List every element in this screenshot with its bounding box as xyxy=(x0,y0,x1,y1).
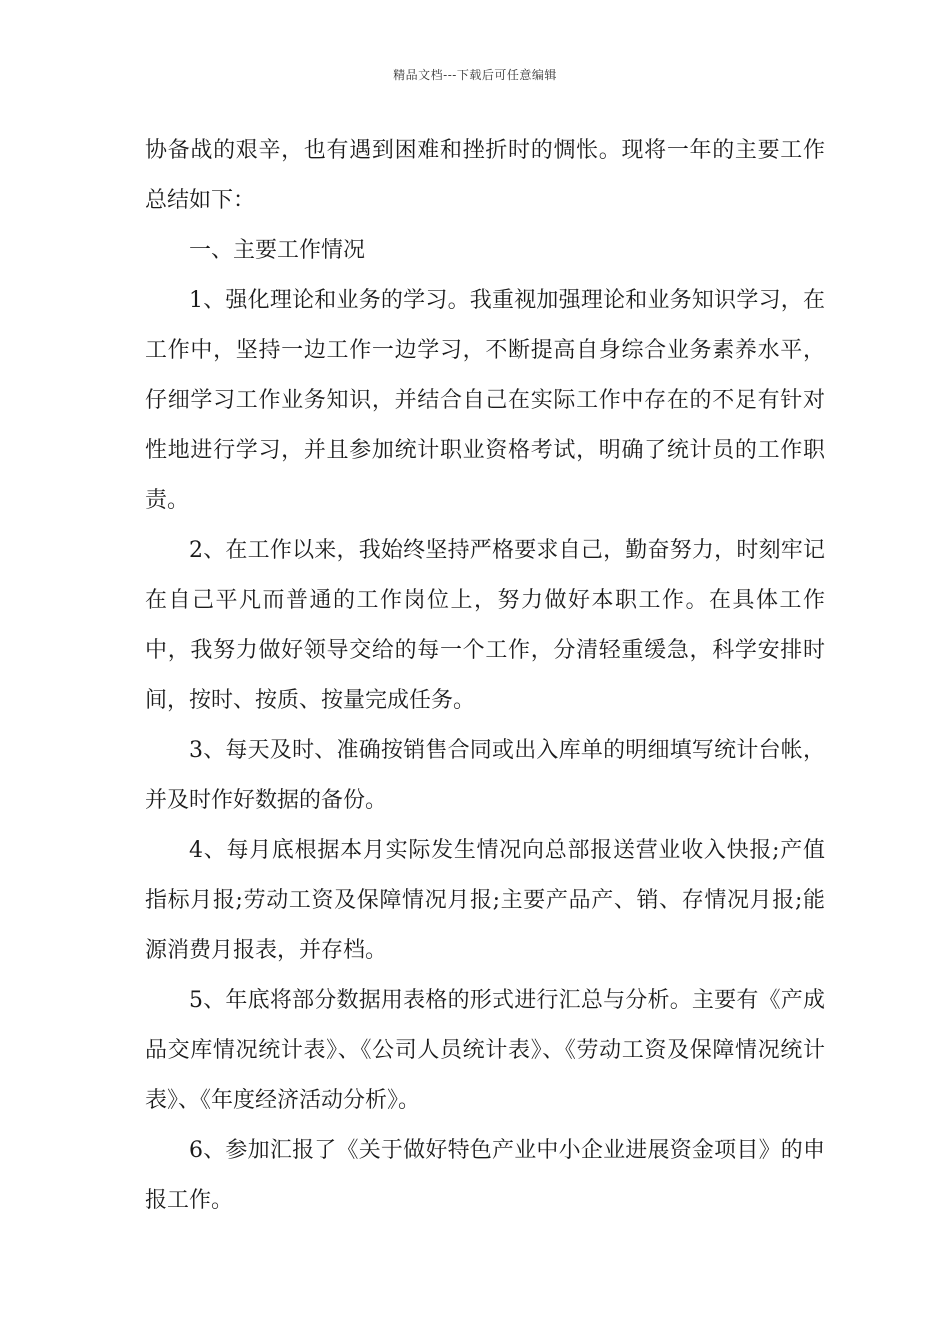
paragraph-item-3: 3、每天及时、准确按销售合同或出入库单的明细填写统计台帐，并及时作好数据的备份。 xyxy=(145,738,825,813)
section-heading-main-work: 一、主要工作情况 xyxy=(189,238,366,263)
paragraph-item-5: 5、年底将部分数据用表格的形式进行汇总与分析。主要有《产成品交库情况统计表》、《公司人员统计表》、《劳动工资及保障情况统计表》、《年度经济活动分析》。 xyxy=(145,988,825,1113)
document-body xyxy=(145,126,825,1226)
paragraph-item-2: 2、在工作以来，我始终坚持严格要求自己，勤奋努力，时刻牢记在自己平凡而普通的工作岗位上，努力做好本职工作。在具体工作中，我努力做好领导交给的每一个工作，分清轻重缓急，科学安排时间，按时、按质、按量完成任务。 xyxy=(145,538,825,713)
paragraph-item-6: 6、参加汇报了《关于做好特色产业中小企业进展资金项目》的申报工作。 xyxy=(145,1138,825,1213)
paragraph-item-4: 4、每月底根据本月实际发生情况向总部报送营业收入快报;产值指标月报;劳动工资及保障情况月报;主要产品产、销、存情况月报;能源消费月报表，并存档。 xyxy=(145,838,825,963)
paragraph-item-1: 1、强化理论和业务的学习。我重视加强理论和业务知识学习，在工作中，坚持一边工作一边学习，不断提高自身综合业务素养水平，仔细学习工作业务知识，并结合自己在实际工作中存在的不足有针对性地进行学习，并且参加统计职业资格考试，明确了统计员的工作职责。 xyxy=(145,288,825,513)
paragraph-intro-continuation: 协备战的艰辛，也有遇到困难和挫折时的惆怅。现将一年的主要工作总结如下： xyxy=(145,138,825,213)
page-header: 精品文档---下载后可任意编辑 xyxy=(393,68,557,82)
